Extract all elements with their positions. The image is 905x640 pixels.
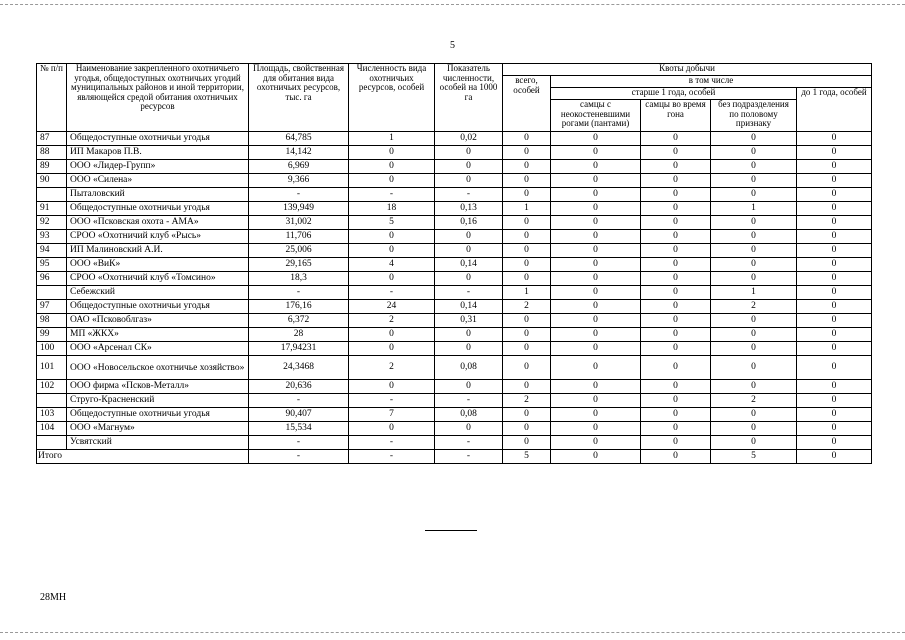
row-population: 0 [349,174,435,188]
row-num: 93 [37,230,67,244]
row-no-sex: 0 [711,342,797,356]
total-total: 5 [503,450,551,464]
header-density: Показатель численности, особей на 1000 га [435,64,503,132]
row-area: 28 [249,328,349,342]
row-num: 101 [37,356,67,380]
row-males-rut: 0 [641,314,711,328]
row-num: 96 [37,272,67,286]
row-total: 0 [503,314,551,328]
row-males-rut: 0 [641,286,711,300]
row-total: 2 [503,394,551,408]
table-body [37,132,872,464]
row-area: 139,949 [249,202,349,216]
row-density: 0 [435,174,503,188]
row-no-sex: 0 [711,380,797,394]
row-total: 0 [503,244,551,258]
row-males-rut: 0 [641,202,711,216]
row-young: 0 [797,174,872,188]
row-num: 98 [37,314,67,328]
row-density: - [435,188,503,202]
table-row [37,356,872,380]
row-density: 0,08 [435,356,503,380]
table-row [37,328,872,342]
row-num: 90 [37,174,67,188]
row-total: 0 [503,160,551,174]
row-males-rut: 0 [641,244,711,258]
row-num: 92 [37,216,67,230]
row-area: 90,407 [249,408,349,422]
row-young: 0 [797,342,872,356]
table-header [37,64,872,132]
table-row [37,380,872,394]
header-males-velvet: самцы с неокостеневшими рогами (пантами) [551,100,641,132]
row-name: Общедоступные охотничьи угодья [67,300,249,314]
row-males-rut: 0 [641,394,711,408]
row-males-rut: 0 [641,422,711,436]
row-males-velvet: 0 [551,258,641,272]
row-area: - [249,436,349,450]
header-name: Наименование закрепленного охотничьего угодья, общедоступных охотничьих угодий муниципальных районов и иной территории, являющейся средой обитания охотничьих ресурсов [67,64,249,132]
row-name: ОАО «Псковоблгаз» [67,314,249,328]
row-population: 0 [349,342,435,356]
row-name: Усвятский [67,436,249,450]
header-including: в том числе [551,76,872,88]
page-number: 5 [450,40,455,51]
row-num: 89 [37,160,67,174]
table-row [37,216,872,230]
row-males-rut: 0 [641,356,711,380]
row-area: 6,372 [249,314,349,328]
table-row [37,174,872,188]
row-name: ИП Малиновский А.И. [67,244,249,258]
row-total: 0 [503,380,551,394]
hunting-quota-table [36,63,872,464]
row-population: - [349,436,435,450]
row-population: 7 [349,408,435,422]
row-total: 0 [503,258,551,272]
table-row-total [37,450,872,464]
row-population: 24 [349,300,435,314]
row-population: 4 [349,258,435,272]
row-name: МП «ЖКХ» [67,328,249,342]
table-row [37,272,872,286]
row-no-sex: 0 [711,146,797,160]
row-young: 0 [797,244,872,258]
row-area: 176,16 [249,300,349,314]
row-population: - [349,188,435,202]
table-row [37,436,872,450]
row-total: 0 [503,216,551,230]
row-num: 104 [37,422,67,436]
row-males-velvet: 0 [551,356,641,380]
row-density: 0,08 [435,408,503,422]
row-num: 97 [37,300,67,314]
row-name: ИП Макаров П.В. [67,146,249,160]
row-name: ООО «Новосельское охотничье хозяйство» [67,356,249,380]
row-name: СРОО «Охотничий клуб «Томсино» [67,272,249,286]
table-row [37,160,872,174]
table-row [37,132,872,146]
row-no-sex: 0 [711,244,797,258]
row-density: 0 [435,160,503,174]
row-males-velvet: 0 [551,272,641,286]
row-area: - [249,394,349,408]
row-name: Общедоступные охотничьи угодья [67,132,249,146]
row-population: 18 [349,202,435,216]
row-num: 91 [37,202,67,216]
row-name: Струго-Красненский [67,394,249,408]
row-density: 0,14 [435,300,503,314]
table-row [37,286,872,300]
row-young: 0 [797,202,872,216]
header-area: Площадь, свойственная для обитания вида охотничьих ресурсов, тыс. га [249,64,349,132]
table-row [37,188,872,202]
end-divider [425,530,477,531]
row-density: 0 [435,342,503,356]
row-population: 2 [349,356,435,380]
row-population: 5 [349,216,435,230]
header-quotas: Квоты добычи [503,64,872,76]
table-row [37,422,872,436]
scan-edge-top [0,4,905,5]
row-no-sex: 0 [711,174,797,188]
total-nosex: 5 [711,450,797,464]
row-density: - [435,436,503,450]
row-males-velvet: 0 [551,342,641,356]
table-row [37,258,872,272]
row-population: 0 [349,244,435,258]
row-males-rut: 0 [641,230,711,244]
row-males-velvet: 0 [551,188,641,202]
row-males-rut: 0 [641,216,711,230]
table-row [37,314,872,328]
row-name: Общедоступные охотничьи угодья [67,408,249,422]
row-num: 88 [37,146,67,160]
row-area: 20,636 [249,380,349,394]
row-males-rut: 0 [641,160,711,174]
table-row [37,202,872,216]
row-name: ООО «Арсенал СК» [67,342,249,356]
row-no-sex: 0 [711,230,797,244]
row-num: 100 [37,342,67,356]
row-total: 1 [503,202,551,216]
row-total: 0 [503,272,551,286]
row-population: 0 [349,160,435,174]
row-total: 0 [503,146,551,160]
row-males-velvet: 0 [551,230,641,244]
row-males-rut: 0 [641,132,711,146]
row-no-sex: 0 [711,408,797,422]
header-population: Численность вида охотничьих ресурсов, особей [349,64,435,132]
row-area: 15,534 [249,422,349,436]
table-row [37,394,872,408]
header-males-rut: самцы во время гона [641,100,711,132]
row-no-sex: 0 [711,422,797,436]
row-no-sex: 0 [711,216,797,230]
row-num [37,188,67,202]
row-males-velvet: 0 [551,408,641,422]
row-males-velvet: 0 [551,216,641,230]
row-no-sex: 0 [711,188,797,202]
row-area: 31,002 [249,216,349,230]
row-males-rut: 0 [641,408,711,422]
row-num [37,436,67,450]
row-no-sex: 2 [711,300,797,314]
row-total: 0 [503,230,551,244]
total-pop: - [349,450,435,464]
row-total: 0 [503,132,551,146]
row-density: 0 [435,380,503,394]
total-area: - [249,450,349,464]
row-population: 2 [349,314,435,328]
row-no-sex: 2 [711,394,797,408]
row-young: 0 [797,132,872,146]
total-label: Итого [37,450,249,464]
row-population: 0 [349,230,435,244]
row-density: - [435,286,503,300]
row-no-sex: 0 [711,160,797,174]
row-density: 0,02 [435,132,503,146]
row-total: 0 [503,188,551,202]
row-total: 0 [503,174,551,188]
table-row [37,244,872,258]
row-num: 95 [37,258,67,272]
row-males-velvet: 0 [551,286,641,300]
total-young: 0 [797,450,872,464]
row-young: 0 [797,160,872,174]
row-area: 9,366 [249,174,349,188]
row-no-sex: 0 [711,328,797,342]
row-name: СРОО «Охотничий клуб «Рысь» [67,230,249,244]
row-young: 0 [797,146,872,160]
total-season: 0 [641,450,711,464]
row-area: - [249,188,349,202]
row-males-velvet: 0 [551,328,641,342]
table-row [37,300,872,314]
row-total: 0 [503,342,551,356]
row-young: 0 [797,230,872,244]
row-area: 14,142 [249,146,349,160]
row-density: 0 [435,272,503,286]
row-population: 0 [349,272,435,286]
row-young: 0 [797,436,872,450]
row-population: 0 [349,422,435,436]
row-no-sex: 0 [711,258,797,272]
row-males-rut: 0 [641,342,711,356]
row-males-velvet: 0 [551,244,641,258]
row-no-sex: 0 [711,356,797,380]
row-males-velvet: 0 [551,314,641,328]
row-total: 1 [503,286,551,300]
row-males-rut: 0 [641,300,711,314]
row-name: Общедоступные охотничьи угодья [67,202,249,216]
row-area: 24,3468 [249,356,349,380]
row-name: ООО фирма «Псков-Металл» [67,380,249,394]
row-num [37,286,67,300]
row-area: 17,94231 [249,342,349,356]
row-name: ООО «ВиК» [67,258,249,272]
total-density: - [435,450,503,464]
row-males-rut: 0 [641,146,711,160]
row-density: 0 [435,230,503,244]
row-area: 6,969 [249,160,349,174]
row-name: ООО «Псковская охота - АМА» [67,216,249,230]
row-no-sex: 1 [711,202,797,216]
row-density: 0,13 [435,202,503,216]
row-males-velvet: 0 [551,160,641,174]
row-males-velvet: 0 [551,202,641,216]
row-name: Пыталовский [67,188,249,202]
row-name: ООО «Магнум» [67,422,249,436]
row-density: 0 [435,244,503,258]
header-young: до 1 года, особей [797,88,872,132]
scan-edge-bottom [0,632,905,633]
row-area: 11,706 [249,230,349,244]
row-young: 0 [797,272,872,286]
row-population: 1 [349,132,435,146]
row-young: 0 [797,380,872,394]
row-males-velvet: 0 [551,436,641,450]
row-no-sex: 1 [711,286,797,300]
header-older: старше 1 года, особей [551,88,797,100]
row-total: 0 [503,356,551,380]
row-name: ООО «Силена» [67,174,249,188]
row-males-rut: 0 [641,380,711,394]
row-males-velvet: 0 [551,380,641,394]
row-population: - [349,286,435,300]
row-area: 18,3 [249,272,349,286]
row-num: 102 [37,380,67,394]
table-row [37,230,872,244]
row-young: 0 [797,314,872,328]
row-males-rut: 0 [641,188,711,202]
row-population: 0 [349,328,435,342]
table-row [37,408,872,422]
row-area: 25,006 [249,244,349,258]
row-num: 99 [37,328,67,342]
row-young: 0 [797,216,872,230]
row-population: - [349,394,435,408]
row-males-rut: 0 [641,174,711,188]
row-name: ООО «Лидер-Групп» [67,160,249,174]
row-males-velvet: 0 [551,300,641,314]
row-density: 0,31 [435,314,503,328]
row-total: 0 [503,328,551,342]
row-young: 0 [797,258,872,272]
row-area: 64,785 [249,132,349,146]
row-young: 0 [797,422,872,436]
row-num: 103 [37,408,67,422]
row-name: Себежский [67,286,249,300]
row-young: 0 [797,188,872,202]
row-no-sex: 0 [711,272,797,286]
row-no-sex: 0 [711,314,797,328]
total-males: 0 [551,450,641,464]
table-row [37,146,872,160]
row-males-rut: 0 [641,436,711,450]
row-males-velvet: 0 [551,132,641,146]
row-density: 0,16 [435,216,503,230]
row-males-rut: 0 [641,272,711,286]
row-density: 0,14 [435,258,503,272]
header-num: № п/п [37,64,67,132]
row-area: - [249,286,349,300]
row-males-rut: 0 [641,328,711,342]
row-young: 0 [797,328,872,342]
row-density: 0 [435,328,503,342]
table-row [37,342,872,356]
row-males-velvet: 0 [551,394,641,408]
footer-code: 28МН [40,592,67,603]
row-total: 2 [503,300,551,314]
row-young: 0 [797,300,872,314]
row-males-velvet: 0 [551,174,641,188]
row-density: 0 [435,146,503,160]
header-total: всего, особей [503,76,551,132]
row-males-velvet: 0 [551,422,641,436]
row-young: 0 [797,286,872,300]
row-num: 87 [37,132,67,146]
row-density: - [435,394,503,408]
row-population: 0 [349,146,435,160]
row-num: 94 [37,244,67,258]
row-males-velvet: 0 [551,146,641,160]
row-young: 0 [797,408,872,422]
row-total: 0 [503,408,551,422]
row-total: 0 [503,436,551,450]
row-no-sex: 0 [711,436,797,450]
row-no-sex: 0 [711,132,797,146]
row-area: 29,165 [249,258,349,272]
row-young: 0 [797,394,872,408]
row-young: 0 [797,356,872,380]
row-males-rut: 0 [641,258,711,272]
row-population: 0 [349,380,435,394]
row-total: 0 [503,422,551,436]
row-density: 0 [435,422,503,436]
header-no-sex: без подразделения по половому признаку [711,100,797,132]
row-num [37,394,67,408]
